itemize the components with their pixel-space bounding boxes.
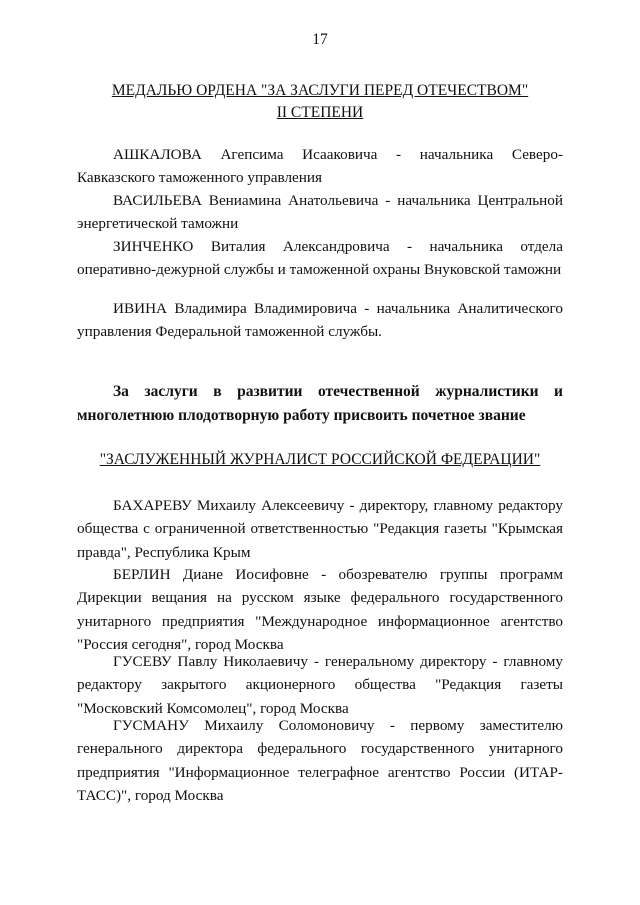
award-entry: ГУСЕВУ Павлу Николаевичу - генеральному директору - главному редактору закрытого акционерного общества "Редакция газеты "Московский Комсомолец", город Москва [77, 653, 563, 717]
page-number: 17 [312, 31, 328, 48]
award-entry: ЗИНЧЕНКО Виталия Александровича - начальника отдела оперативно-дежурной службы и таможенной охраны Внуковской таможни [77, 238, 563, 279]
award-entry: ИВИНА Владимира Владимировича - начальника Аналитического управления Федеральной таможенной службы. [77, 300, 563, 341]
honorary-title-heading: "ЗАСЛУЖЕННЫЙ ЖУРНАЛИСТ РОССИЙСКОЙ ФЕДЕРАЦИИ" [99, 451, 541, 468]
medal-heading-line1: МЕДАЛЬЮ ОРДЕНА "ЗА ЗАСЛУГИ ПЕРЕД ОТЕЧЕСТВОМ" [111, 82, 529, 99]
award-entry: БАХАРЕВУ Михаилу Алексеевичу - директору, главному редактору общества с ограниченной ответственностью "Редакция газеты "Крымская правда", Республика Крым [77, 497, 563, 561]
award-entry: АШКАЛОВА Агепсима Исааковича - начальника Северо-Кавказского таможенного управления [77, 146, 563, 187]
award-entry: БЕРЛИН Диане Иосифовне - обозревателю группы программ Дирекции вещания на русском языке федерального государственного унитарного предприятия "Международное информационное агентство "Россия сегодня", город Москва [77, 566, 563, 654]
medal-heading-line2: II СТЕПЕНИ [276, 104, 364, 121]
award-entry: ВАСИЛЬЕВА Вениамина Анатольевича - начальника Центральной энергетической таможни [77, 192, 563, 233]
award-entry: ГУСМАНУ Михаилу Соломоновичу - первому заместителю генерального директора федерального государственного унитарного предприятия "Информационное телеграфное агентство России (ИТАР-ТАСС)", город Москва [77, 717, 563, 805]
journalism-intro: За заслуги в развитии отечественной журналистики и многолетнюю плодотворную работу присвоить почетное звание [77, 383, 563, 424]
medal-heading [0, 80, 640, 124]
